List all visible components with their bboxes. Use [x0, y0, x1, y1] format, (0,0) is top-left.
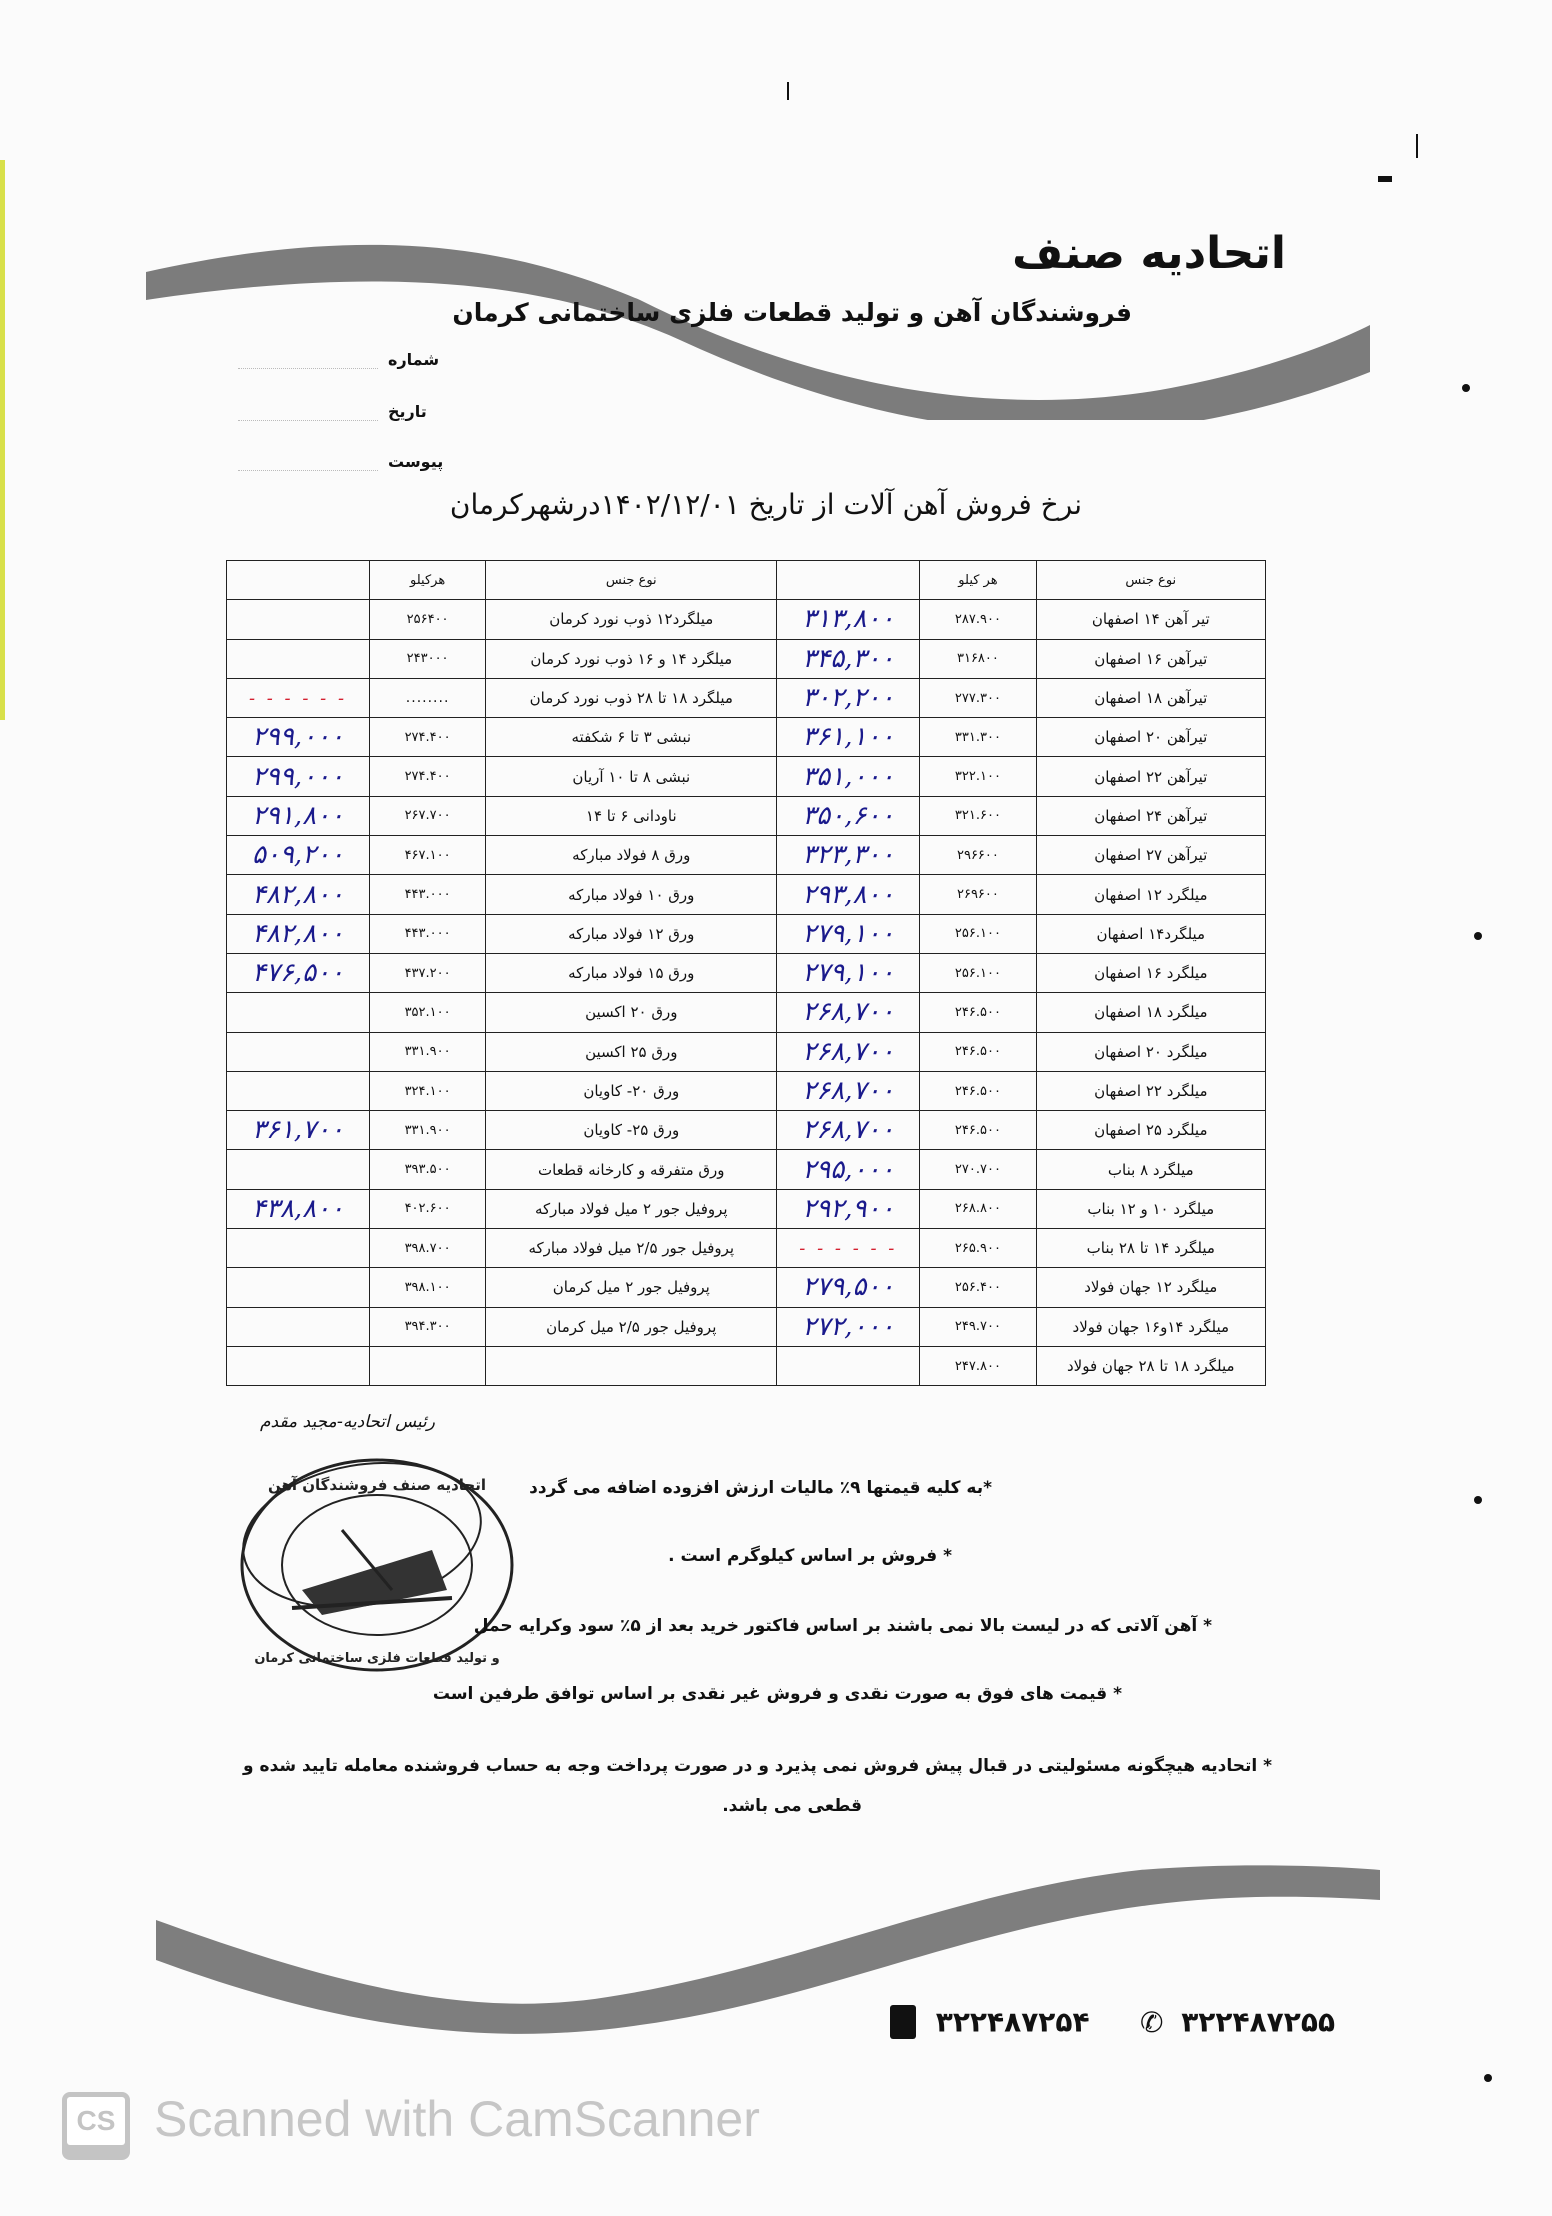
phone-icon: ✆	[1140, 2005, 1164, 2039]
right-item-type: میلگرد ۱۲ جهان فولاد	[1036, 1268, 1265, 1307]
right-item-type: میلگرد ۲۲ اصفهان	[1036, 1071, 1265, 1110]
right-handwritten-price: ۲۹۳,۸۰۰	[777, 875, 920, 914]
right-per-kilo-price: ۲۷۷.۳۰۰	[920, 678, 1036, 717]
right-handwritten-price: ۳۲۳,۳۰۰	[777, 836, 920, 875]
left-per-kilo-price: ۳۹۴.۳۰۰	[369, 1307, 485, 1346]
right-item-type: میلگرد ۲۵ اصفهان	[1036, 1111, 1265, 1150]
left-item-type: میلگرد ۱۸ تا ۲۸ ذوب نورد کرمان	[486, 678, 777, 717]
right-per-kilo-price: ۲۴۶.۵۰۰	[920, 1032, 1036, 1071]
left-item-type: ورق ۲۰- کاویان	[486, 1071, 777, 1110]
camscanner-watermark: Scanned with CamScanner	[154, 2091, 760, 2147]
left-handwritten-price: ۴۸۲,۸۰۰	[227, 875, 370, 914]
right-per-kilo-price: ۲۶۸.۸۰۰	[920, 1189, 1036, 1228]
left-per-kilo-price: ۳۳۱.۹۰۰	[369, 1111, 485, 1150]
right-handwritten-price: ۲۶۸,۷۰۰	[777, 1071, 920, 1110]
right-per-kilo-price: ۲۴۶.۵۰۰	[920, 993, 1036, 1032]
right-item-type: میلگرد ۲۰ اصفهان	[1036, 1032, 1265, 1071]
left-per-kilo-price: ۴۶۷.۱۰۰	[369, 836, 485, 875]
right-item-type: تیرآهن ۲۷ اصفهان	[1036, 836, 1265, 875]
right-item-type: تیرآهن ۱۸ اصفهان	[1036, 678, 1265, 717]
right-handwritten-price: ۲۹۲,۹۰۰	[777, 1189, 920, 1228]
left-item-type: ورق ۲۰ اکسین	[486, 993, 777, 1032]
left-handwritten-price: ۳۶۱,۷۰۰	[227, 1111, 370, 1150]
left-item-type: ورق ۲۵- کاویان	[486, 1111, 777, 1150]
left-per-kilo-price: ۳۹۸.۱۰۰	[369, 1268, 485, 1307]
camscanner-logo: CS	[62, 2092, 130, 2160]
left-item-type: نبشی ۸ تا ۱۰ آریان	[486, 757, 777, 796]
left-handwritten-price: - - - - - -	[227, 678, 370, 717]
stamp-text-bottom: و تولید قطعات فلزی ساختمانی کرمان	[254, 1651, 500, 1666]
right-handwritten-price: ۳۰۲,۲۰۰	[777, 678, 920, 717]
left-item-type: نبشی ۳ تا ۶ شکفته	[486, 718, 777, 757]
left-per-kilo-price: ۳۳۱.۹۰۰	[369, 1032, 485, 1071]
right-handwritten-price: ۲۶۸,۷۰۰	[777, 993, 920, 1032]
right-per-kilo-price: ۲۶۹۶۰۰	[920, 875, 1036, 914]
left-per-kilo-price: ۳۹۸.۷۰۰	[369, 1229, 485, 1268]
left-per-kilo-price: ۴۴۳.۰۰۰	[369, 875, 485, 914]
right-per-kilo-price: ۳۲۲.۱۰۰	[920, 757, 1036, 796]
note-weight: * فروش بر اساس کیلوگرم است .	[668, 1546, 952, 1566]
left-item-type: ورق ۱۰ فولاد مبارکه	[486, 875, 777, 914]
right-per-kilo-price: ۲۹۶۶۰۰	[920, 836, 1036, 875]
left-item-type: پروفیل جور ۲ میل کرمان	[486, 1268, 777, 1307]
left-item-type: میلگرد۱۲ ذوب نورد کرمان	[486, 600, 777, 639]
left-handwritten-price: ۲۹۹,۰۰۰	[227, 757, 370, 796]
right-per-kilo-price: ۲۵۶.۱۰۰	[920, 914, 1036, 953]
right-item-type: میلگرد ۱۲ اصفهان	[1036, 875, 1265, 914]
right-handwritten-price: ۲۹۵,۰۰۰	[777, 1150, 920, 1189]
right-per-kilo-price: ۳۲۱.۶۰۰	[920, 796, 1036, 835]
left-per-kilo-price: ۳۵۲.۱۰۰	[369, 993, 485, 1032]
right-per-kilo-price: ۲۷۰.۷۰۰	[920, 1150, 1036, 1189]
left-item-type: پروفیل جور ۲/۵ میل فولاد مبارکه	[486, 1229, 777, 1268]
left-per-kilo-price: ۲۶۷.۷۰۰	[369, 796, 485, 835]
right-per-kilo-price: ۳۱۶۸۰۰	[920, 639, 1036, 678]
left-item-type: پروفیل جور ۲/۵ میل کرمان	[486, 1307, 777, 1346]
left-per-kilo-price: ۴۳۷.۲۰۰	[369, 953, 485, 992]
right-item-type: میلگرد ۱۸ اصفهان	[1036, 993, 1265, 1032]
chairman-signature: رئیس اتحادیه-مجید مقدم	[260, 1412, 435, 1432]
left-per-kilo-price: ۲۷۴.۴۰۰	[369, 718, 485, 757]
right-handwritten-price: ۲۷۹,۱۰۰	[777, 953, 920, 992]
right-per-kilo-price: ۲۴۷.۸۰۰	[920, 1346, 1036, 1385]
right-handwritten-price: ۲۷۹,۱۰۰	[777, 914, 920, 953]
left-handwritten-price: ۴۷۶,۵۰۰	[227, 953, 370, 992]
right-handwritten-price: ۳۶۱,۱۰۰	[777, 718, 920, 757]
left-per-kilo-price: ۳۹۳.۵۰۰	[369, 1150, 485, 1189]
left-handwritten-price: ۲۹۹,۰۰۰	[227, 718, 370, 757]
right-item-type: میلگرد۱۴ اصفهان	[1036, 914, 1265, 953]
right-handwritten-price: ۲۶۸,۷۰۰	[777, 1111, 920, 1150]
right-item-type: میلگرد ۱۴ تا ۲۸ بناب	[1036, 1229, 1265, 1268]
right-item-type: میلگرد ۸ بناب	[1036, 1150, 1265, 1189]
left-handwritten-price: ۴۸۲,۸۰۰	[227, 914, 370, 953]
right-item-type: تیرآهن ۱۶ اصفهان	[1036, 639, 1265, 678]
left-per-kilo-price: ۲۵۶۴۰۰	[369, 600, 485, 639]
header-left-type: نوع جنس	[486, 561, 777, 600]
right-item-type: تیرآهن ۲۴ اصفهان	[1036, 796, 1265, 835]
right-item-type: میلگرد ۱۸ تا ۲۸ جهان فولاد	[1036, 1346, 1265, 1385]
right-handwritten-price: ۲۶۸,۷۰۰	[777, 1032, 920, 1071]
header-right-per-kilo: هر کیلو	[920, 561, 1036, 600]
org-subtitle: فروشندگان آهن و تولید قطعات فلزی ساختمانی کرمان	[452, 298, 1132, 327]
right-handwritten-price: ۳۱۳,۸۰۰	[777, 600, 920, 639]
note-cash-payment: * قیمت های فوق به صورت نقدی و فروش غیر نقدی بر اساس توافق طرفین است	[432, 1684, 1122, 1704]
right-per-kilo-price: ۲۴۶.۵۰۰	[920, 1071, 1036, 1110]
right-handwritten-price: ۲۷۹,۵۰۰	[777, 1268, 920, 1307]
phone-number: ۳۲۲۴۸۷۲۵۵	[1181, 2005, 1336, 2039]
document-title: نرخ فروش آهن آلات از تاریخ ۱۴۰۲/۱۲/۰۱درشهرکرمان	[449, 488, 1082, 521]
number-label: شماره	[388, 350, 440, 369]
left-per-kilo-price: ۲۷۴.۴۰۰	[369, 757, 485, 796]
note-vat: *به کلیه قیمتها ۹٪ مالیات ارزش افزوده اضافه می گردد	[529, 1478, 992, 1498]
stamp-text-top: اتحادیه صنف فروشندگان آهن	[267, 1476, 487, 1494]
right-handwritten-price: - - - - - -	[777, 1229, 920, 1268]
fax-number: ۳۲۲۴۸۷۲۵۴	[935, 2005, 1090, 2039]
right-per-kilo-price: ۲۵۶.۱۰۰	[920, 953, 1036, 992]
right-handwritten-price: ۲۷۲,۰۰۰	[777, 1307, 920, 1346]
org-title: اتحادیه صنف	[1012, 228, 1286, 279]
left-handwritten-price: ۲۹۱,۸۰۰	[227, 796, 370, 835]
left-item-type: ورق متفرقه و کارخانه قطعات	[486, 1150, 777, 1189]
left-handwritten-price: ۵۰۹,۲۰۰	[227, 836, 370, 875]
fax-icon	[890, 2005, 916, 2039]
right-item-type: میلگرد ۱۴و۱۶ جهان فولاد	[1036, 1307, 1265, 1346]
right-per-kilo-price: ۲۸۷.۹۰۰	[920, 600, 1036, 639]
right-item-type: میلگرد ۱۰ و ۱۲ بناب	[1036, 1189, 1265, 1228]
left-item-type: ورق ۱۵ فولاد مبارکه	[486, 953, 777, 992]
right-item-type: تیر آهن ۱۴ اصفهان	[1036, 600, 1265, 639]
header-left-per-kilo: هرکیلو	[369, 561, 485, 600]
right-handwritten-price: ۳۵۱,۰۰۰	[777, 757, 920, 796]
note-liability: * اتحادیه هیچگونه مسئولیتی در قبال پیش فروش نمی پذیرد و در صورت پرداخت وجه به حساب فروشنده معامله تایید شده و	[243, 1756, 1272, 1776]
left-item-type: ورق ۲۵ اکسین	[486, 1032, 777, 1071]
left-item-type: پروفیل جور ۲ میل فولاد مبارکه	[486, 1189, 777, 1228]
note-unlisted-items: * آهن آلاتی که در لیست بالا نمی باشند بر اساس فاکتور خرید بعد از ۵٪ سود وکرایه حمل	[473, 1616, 1212, 1636]
attachment-label: پیوست	[388, 452, 444, 471]
left-item-type: ورق ۸ فولاد مبارکه	[486, 836, 777, 875]
left-per-kilo-price: ۳۲۴.۱۰۰	[369, 1071, 485, 1110]
left-handwritten-price: ۴۳۸,۸۰۰	[227, 1189, 370, 1228]
header-right-type: نوع جنس	[1036, 561, 1265, 600]
right-item-type: تیرآهن ۲۰ اصفهان	[1036, 718, 1265, 757]
right-handwritten-price: ۳۴۵,۳۰۰	[777, 639, 920, 678]
fax-number-group	[890, 2004, 1090, 2039]
right-per-kilo-price: ۲۴۶.۵۰۰	[920, 1111, 1036, 1150]
left-per-kilo-price: ۲۴۳۰۰۰	[369, 639, 485, 678]
left-item-type: ورق ۱۲ فولاد مبارکه	[486, 914, 777, 953]
left-per-kilo-price: ........	[369, 678, 485, 717]
right-per-kilo-price: ۲۶۵.۹۰۰	[920, 1229, 1036, 1268]
right-per-kilo-price: ۲۵۶.۴۰۰	[920, 1268, 1036, 1307]
right-per-kilo-price: ۲۴۹.۷۰۰	[920, 1307, 1036, 1346]
left-item-type: ناودانی ۶ تا ۱۴	[486, 796, 777, 835]
note-liability-cont: قطعی می باشد.	[722, 1796, 862, 1816]
phone-number-group	[1140, 2004, 1335, 2039]
right-item-type: میلگرد ۱۶ اصفهان	[1036, 953, 1265, 992]
left-per-kilo-price: ۴۴۳.۰۰۰	[369, 914, 485, 953]
right-per-kilo-price: ۳۳۱.۳۰۰	[920, 718, 1036, 757]
right-item-type: تیرآهن ۲۲ اصفهان	[1036, 757, 1265, 796]
left-item-type: میلگرد ۱۴ و ۱۶ ذوب نورد کرمان	[486, 639, 777, 678]
date-label: تاریخ	[388, 402, 427, 421]
right-handwritten-price: ۳۵۰,۶۰۰	[777, 796, 920, 835]
left-per-kilo-price: ۴۰۲.۶۰۰	[369, 1189, 485, 1228]
